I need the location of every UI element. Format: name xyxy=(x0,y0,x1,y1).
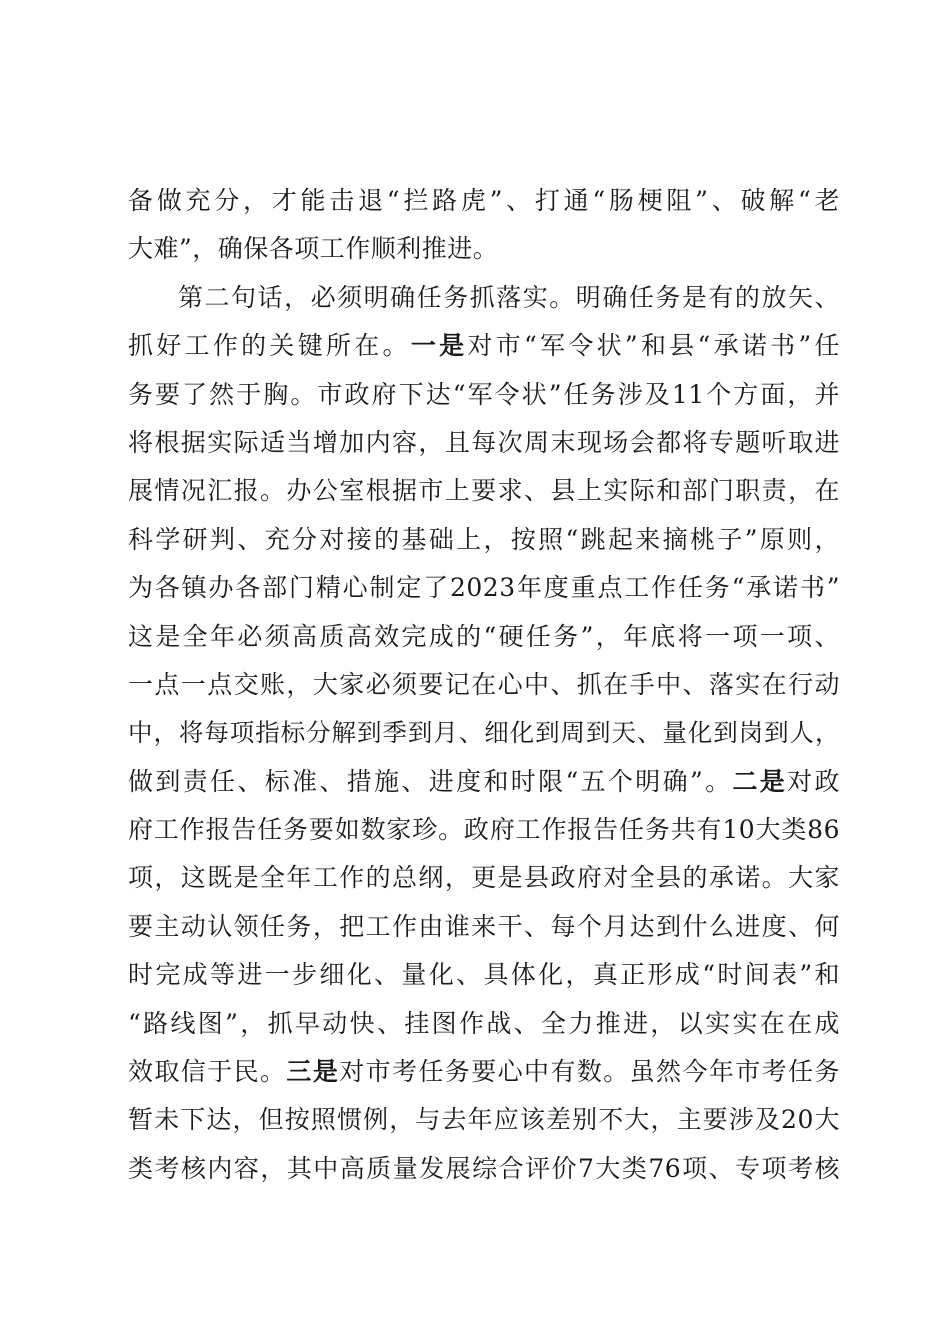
text-line xyxy=(128,709,840,757)
text-segment: 为各镇办各部门精心制定了2023年度重点工作任务“承诺书” xyxy=(128,573,840,603)
text-segment: 对市“军令状”和县“承诺书”任 xyxy=(467,331,840,361)
text-line xyxy=(128,758,840,806)
text-segment: 抓好工作的关键所在。 xyxy=(128,331,411,361)
text-line xyxy=(128,274,840,322)
text-segment: 将根据实际适当增加内容，且每次周末现场会都将专题听取进 xyxy=(128,427,840,457)
emphasis-text: 二是 xyxy=(732,766,788,796)
text-segment: 展情况汇报。办公室根据市上要求、县上实际和部门职责，在 xyxy=(128,476,840,506)
text-segment: 做到责任、标准、措施、进度和时限“五个明确”。 xyxy=(128,766,733,796)
text-segment: 类考核内容，其中高质量发展综合评价7大类76项、专项考核 xyxy=(128,1153,840,1183)
text-segment: 要主动认领任务，把工作由谁来干、每个月达到什么进度、何 xyxy=(128,911,840,941)
text-line xyxy=(128,903,840,951)
text-segment: 对政 xyxy=(787,766,840,796)
text-line xyxy=(128,854,840,902)
text-segment: 对市考任务要心中有数。虽然今年市考任务 xyxy=(339,1057,840,1087)
text-line xyxy=(128,564,840,612)
text-line xyxy=(128,467,840,515)
text-segment: 效取信于民。 xyxy=(128,1057,287,1087)
body-text xyxy=(128,177,840,1193)
text-line xyxy=(128,516,840,564)
text-line xyxy=(128,225,840,273)
text-segment: “路线图”，抓早动快、挂图作战、全力推进，以实实在在成 xyxy=(128,1008,840,1038)
text-segment: 暂未下达，但按照惯例，与去年应该差别不大，主要涉及20大 xyxy=(128,1105,840,1135)
text-segment: 中，将每项指标分解到季到月、细化到周到天、量化到岗到人， xyxy=(128,718,840,748)
text-segment: 项，这既是全年工作的总纲，更是县政府对全县的承诺。大家 xyxy=(128,863,840,893)
text-segment: 科学研判、充分对接的基础上，按照“跳起来摘桃子”原则， xyxy=(128,524,840,554)
text-line xyxy=(128,1145,840,1193)
text-line xyxy=(128,371,840,419)
text-segment: 这是全年必须高质高效完成的“硬任务”，年底将一项一项、 xyxy=(128,621,840,651)
text-line xyxy=(128,419,840,467)
emphasis-text: 三是 xyxy=(286,1057,340,1087)
text-segment: 一点一点交账，大家必须要记在心中、抓在手中、落实在行动 xyxy=(128,669,840,699)
text-segment: 备做充分，才能击退“拦路虎”、打通“肠梗阻”、破解“老 xyxy=(128,186,840,215)
text-line xyxy=(128,322,840,370)
text-segment: 大难”，确保各项工作顺利推进。 xyxy=(128,234,499,264)
text-segment: 府工作报告任务要如数家珍。政府工作报告任务共有10大类86 xyxy=(128,815,840,845)
text-line xyxy=(128,1048,840,1096)
text-segment: 时完成等进一步细化、量化、具体化，真正形成“时间表”和 xyxy=(128,960,840,990)
text-segment: 务要了然于胸。市政府下达“军令状”任务涉及11个方面，并 xyxy=(128,379,840,409)
text-line xyxy=(128,177,840,225)
text-segment: 第二句话，必须明确任务抓落实。明确任务是有的放矢、 xyxy=(178,282,840,312)
text-line xyxy=(128,806,840,854)
text-line xyxy=(128,1000,840,1048)
emphasis-text: 一是 xyxy=(410,331,468,361)
text-line xyxy=(128,951,840,999)
text-line xyxy=(128,661,840,709)
text-line xyxy=(128,613,840,661)
text-line xyxy=(128,1096,840,1144)
